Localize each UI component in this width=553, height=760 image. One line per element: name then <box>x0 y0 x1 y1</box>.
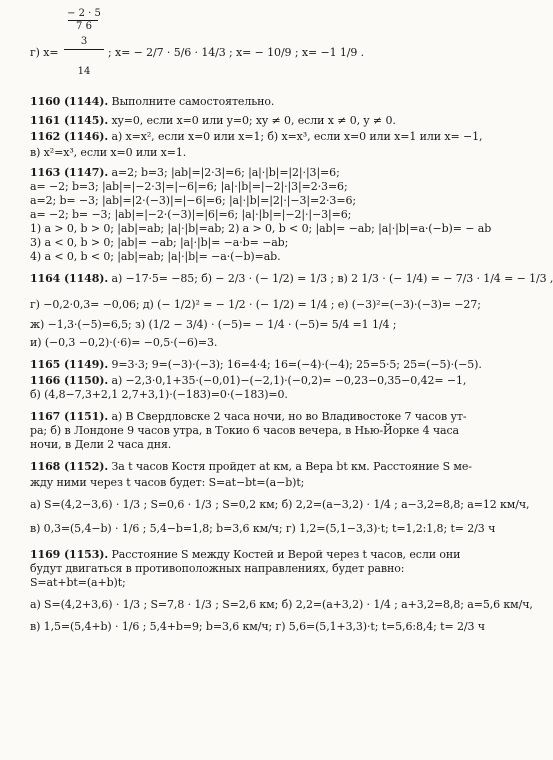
exercise-number: 1166 (1150). <box>30 374 109 387</box>
exercise-number: 1164 (1148). <box>30 272 109 285</box>
text-line <box>30 336 470 350</box>
text-line <box>30 388 470 402</box>
text-line <box>30 460 470 474</box>
exercise-text: ж) −1,3·(−5)=6,5; з) (1/2 − 3/4) · (−5)= − 1/4 · (−5)= 5/4 =1 1/4 ; <box>30 318 397 331</box>
text-line <box>30 598 533 612</box>
text-line <box>30 498 530 512</box>
exercise-text: a=2; b=3; |ab|=|2·3|=6; |a|·|b|=|2|·|3|=6; <box>108 166 340 179</box>
formula-num-top: − 2 · 5 <box>67 8 101 19</box>
exercise-text: За t часов Костя пройдет at км, а Вера bt км. Расстояние S ме- <box>108 460 472 473</box>
text-line <box>30 194 470 208</box>
exercise-text: 9=3·3; 9=(−3)·(−3); 16=4·4; 16=(−4)·(−4); 25=5·5; 25=(−5)·(−5). <box>108 358 482 371</box>
formula-main-bar <box>64 49 104 50</box>
text-line <box>30 358 482 372</box>
text-line <box>30 208 470 222</box>
exercise-text: Расстояние S между Костей и Верой через t часов, если они <box>108 548 461 561</box>
text-line <box>30 95 470 109</box>
text-line <box>30 272 553 286</box>
text-line <box>30 424 470 438</box>
text-line <box>30 476 470 490</box>
text-line <box>30 298 481 312</box>
text-line <box>30 562 470 576</box>
exercise-number: 1169 (1153). <box>30 548 109 561</box>
text-line <box>30 620 485 634</box>
exercise-text: S=at+bt=(a+b)t; <box>30 576 126 589</box>
formula-num-bottom: 7 6 <box>76 21 92 32</box>
text-line <box>30 114 470 128</box>
exercise-text: жду ними через t часов будет: S=at−bt=(a−b)t; <box>30 476 305 489</box>
text-line <box>30 374 470 388</box>
exercise-text: 1) a > 0, b > 0; |ab|=ab; |a|·|b|=ab; 2) a > 0, b < 0; |ab|= −ab; |a|·|b|=a·(−b)= − ab <box>30 222 492 235</box>
exercise-text: а) −2,3·0,1+35·(−0,01)−(−2,1)·(−0,2)= −0,23−0,35−0,42= −1, <box>108 374 467 387</box>
exercise-text: 3) a < 0, b > 0; |ab|= −ab; |a|·|b|= −a·b= −ab; <box>30 236 289 249</box>
exercise-number: 1161 (1145). <box>30 114 109 127</box>
exercise-text: a=2; b= −3; |ab|=|2·(−3)|=|−6|=6; |a|·|b|=|2|·|−3|=2·3=6; <box>30 194 356 207</box>
exercise-text: xy=0, если x=0 или y=0; xy ≠ 0, если x ≠ 0, y ≠ 0. <box>108 114 396 127</box>
text-line <box>30 410 470 424</box>
exercise-text: б) (4,8−7,3+2,1 2,7+3,1)·(−183)=0·(−183)=0. <box>30 388 288 401</box>
text-line <box>30 236 470 250</box>
text-line <box>30 130 483 144</box>
exercise-text: a= −2; b=3; |ab|=|−2·3|=|−6|=6; |a|·|b|=|−2|·|3|=2·3=6; <box>30 180 348 193</box>
exercise-text: а) В Свердловске 2 часа ночи, но во Владивостоке 7 часов ут- <box>108 410 467 423</box>
exercise-text: а) S=(4,2−3,6) · 1/3 ; S=0,6 · 1/3 ; S=0,2 км; б) 2,2=(a−3,2) · 1/4 ; a−3,2=8,8; a=12 км/ч, <box>30 498 530 511</box>
text-line <box>30 576 470 590</box>
exercise-number: 1160 (1144). <box>30 95 109 108</box>
text-line <box>30 166 470 180</box>
text-line <box>30 180 470 194</box>
text-line <box>30 222 492 236</box>
formula-denominator-top: 3 <box>80 36 88 47</box>
exercise-text: a= −2; b= −3; |ab|=|−2·(−3)|=|6|=6; |a|·|b|=|−2|·|−3|=6; <box>30 208 352 221</box>
exercise-text: ночи, в Дели 2 часа дня. <box>30 438 172 451</box>
text-line <box>30 438 470 452</box>
exercise-number: 1167 (1151). <box>30 410 109 423</box>
exercise-number: 1162 (1146). <box>30 130 109 143</box>
exercise-text: будут двигаться в противоположных направлениях, будет равно: <box>30 562 405 575</box>
text-line <box>30 250 470 264</box>
exercise-text: в) x²=x³, если x=0 или x=1. <box>30 146 187 159</box>
formula-denominator-bottom: 14 <box>77 66 91 77</box>
exercise-text: ра; б) в Лондоне 9 часов утра, в Токио 6 часов вечера, в Нью-Йорке 4 часа <box>30 424 460 437</box>
text-line <box>30 522 496 536</box>
formula-rest: ; x= − 2/7 · 5/6 · 14/3 ; x= − 10/9 ; x= −1 1/9 . <box>108 46 365 59</box>
exercise-text: в) 0,3=(5,4−b) · 1/6 ; 5,4−b=1,8; b=3,6 км/ч; г) 1,2=(5,1−3,3)·t; t=1,2:1,8; t= 2/3 ч <box>30 522 496 535</box>
exercise-text: и) (−0,3 −0,2)·(·6)= −0,5·(−6)=3. <box>30 336 218 349</box>
text-line <box>30 318 470 332</box>
exercise-text: 4) a < 0, b < 0; |ab|=ab; |a|·|b|= −a·(−b)=ab. <box>30 250 281 263</box>
exercise-number: 1165 (1149). <box>30 358 109 371</box>
text-line <box>30 548 470 562</box>
exercise-text: г) −0,2·0,3= −0,06; д) (− 1/2)² = − 1/2 · (− 1/2) = 1/4 ; е) (−3)²=(−3)·(−3)= −27; <box>30 298 481 311</box>
exercise-text: а) −17·5= −85; б) − 2/3 · (− 1/2) = 1/3 ; в) 2 1/3 · (− 1/4) = − 7/3 · 1/4 = − 1/3 , <box>108 272 553 285</box>
exercise-number: 1168 (1152). <box>30 460 109 473</box>
exercise-number: 1163 (1147). <box>30 166 109 179</box>
exercise-text: а) S=(4,2+3,6) · 1/3 ; S=7,8 · 1/3 ; S=2,6 км; б) 2,2=(a+3,2) · 1/4 ; a+3,2=8,8; a=5,6 км/ч, <box>30 598 533 611</box>
text-line <box>30 146 470 160</box>
formula-prefix: г) x= <box>30 46 59 59</box>
exercise-text: а) x=x², если x=0 или x=1; б) x=x³, если x=0 или x=1 или x= −1, <box>108 130 483 143</box>
exercise-text: Выполните самостоятельно. <box>108 95 275 108</box>
exercise-text: в) 1,5=(5,4+b) · 1/6 ; 5,4+b=9; b=3,6 км/ч; г) 5,6=(5,1+3,3)·t; t=5,6:8,4; t= 2/3 ч <box>30 620 485 633</box>
